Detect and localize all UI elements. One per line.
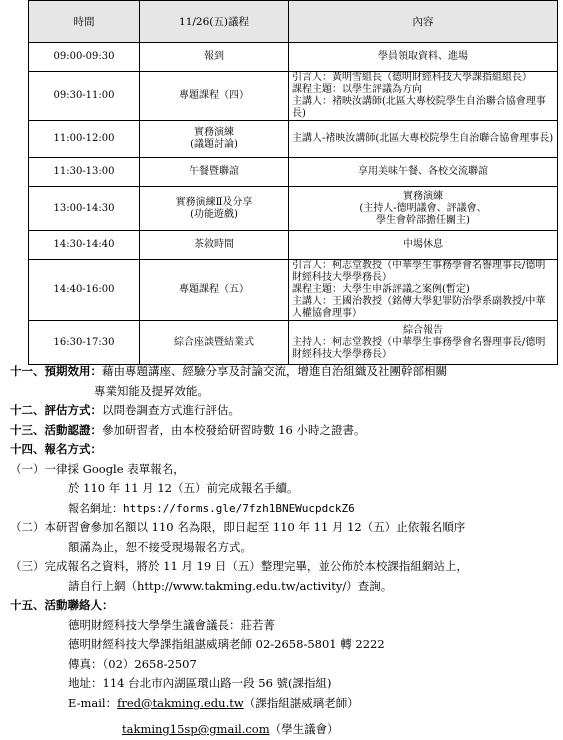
content-line: 引言人：黃明雪組長（德明財經科技大學課指組組長） (292, 72, 532, 83)
content-line: 課程主題：以學生評議為方向 (292, 84, 422, 95)
table-row (29, 121, 558, 158)
content-line: 主持人：柯志堂教授（中華學生事務學會名譽理事長/德明財經科技大學學務長） (292, 336, 546, 360)
cell-time: 13:00-14:30 (29, 187, 140, 231)
section-11-title: 十一、預期效用： (10, 364, 102, 378)
contact-chair: 德明財經科技大學學生議會議長：莊若菁 (68, 617, 275, 632)
content-line: 主講人-褚映汝講師(北區大專校院學生自治聯合協會理事長) (292, 133, 554, 144)
cell-content (289, 121, 558, 158)
section-12 (10, 401, 558, 421)
cell-content (289, 158, 558, 187)
cell-time: 09:00-09:30 (29, 43, 140, 72)
header-agenda: 11/26(五)議程 (140, 1, 289, 43)
cell-content (289, 187, 558, 231)
table-row (29, 260, 558, 321)
cell-content (289, 43, 558, 72)
cell-time: 11:30-13:00 (29, 158, 140, 187)
cell-agenda: 實務演練Ⅱ及分享 (功能遊戲) (140, 187, 289, 231)
email-note-council: （學生議會） (269, 722, 339, 736)
section-12-text: 以問卷調查方式進行評估。 (102, 403, 240, 417)
cell-content (289, 321, 558, 365)
content-line: 學員領取資料、進場 (378, 51, 468, 62)
cell-time: 14:30-14:40 (29, 231, 140, 260)
section-14-item-1: （一）一律採 Google 表單報名， (10, 461, 185, 476)
section-14-item-2b: 額滿為止，恕不接受現場報名方式。 (68, 539, 252, 554)
content-line: 享用美味午餐、各校交流聯誼 (358, 166, 488, 177)
section-11-text-cont: 專業知能及提昇效能。 (94, 383, 209, 398)
cell-agenda: 綜合座談暨結業式 (140, 321, 289, 365)
section-14-item-2: （二）本研習會參加名額以 110 名為限，即日起至 110 年 11 月 12（五）止依報名順序 (10, 520, 466, 534)
header-content: 內容 (289, 1, 558, 43)
table-row (29, 158, 558, 187)
section-14-item-1b: 於 110 年 11 月 12（五）前完成報名手續。 (68, 481, 299, 495)
cell-agenda: 實務演練 (議題討論) (140, 121, 289, 158)
table-row (29, 187, 558, 231)
content-line: 學生會幹部擔任關主) (376, 214, 470, 226)
table-row (29, 321, 558, 365)
cell-content (289, 260, 558, 321)
section-13 (10, 421, 558, 441)
schedule-table (28, 0, 558, 365)
cell-agenda: 專題課程（四） (140, 72, 289, 121)
content-line: 主講人：王國治教授（銘傳大學犯罪防治學系副教授/中華人權協會理事） (292, 296, 546, 319)
content-line: 中場休息 (403, 239, 443, 250)
section-12-title: 十二、評估方式： (10, 403, 102, 417)
cell-content (289, 231, 558, 260)
section-13-title: 十三、活動認證： (10, 422, 102, 437)
content-line: 實務演練 (403, 190, 443, 202)
contact-address: 地址：114 台北市內湖區環山路一段 56 號(課指組) (68, 676, 332, 690)
email-link-fred[interactable]: fred@takming.edu.tw (117, 695, 244, 710)
cell-time: 14:40-16:00 (29, 260, 140, 321)
section-14-title: 十四、報名方式： (10, 442, 102, 456)
section-11 (10, 362, 558, 382)
email-link-council[interactable]: takming15sp@gmail.com (122, 722, 270, 736)
content-line: 課程主題：大學生申訴評議之案例(暫定) (292, 284, 470, 295)
cell-content (289, 72, 558, 121)
content-line: (主持人-德明議會、評議會、 (359, 202, 487, 214)
email-note-fred: （課指組諶威璃老師） (243, 695, 359, 710)
cell-time: 11:00-12:00 (29, 121, 140, 158)
cell-agenda: 專題課程（五） (140, 260, 289, 321)
table-header-row (29, 1, 558, 43)
content-line: 引言人：柯志堂教授（中華學生事務學會名譽理事長/德明財經科技大學學務長） (292, 260, 546, 283)
cell-agenda: 報到 (140, 43, 289, 72)
cell-agenda: 茶敘時間 (140, 231, 289, 260)
cell-agenda: 午餐暨聯誼 (140, 158, 289, 187)
email-label: E-mail： (68, 695, 118, 710)
cell-time: 16:30-17:30 (29, 321, 140, 365)
contact-email-row (10, 694, 558, 714)
document-sections (10, 362, 558, 740)
content-line: 綜合報告 (403, 324, 443, 336)
contact-email-row-2 (10, 720, 558, 740)
section-14-item-3b: 請自行上網（http://www.takming.edu.tw/activity/）查詢。 (68, 578, 393, 593)
table-row (29, 231, 558, 260)
cell-time: 09:30-11:00 (29, 72, 140, 121)
section-15-title: 十五、活動聯絡人： (10, 598, 114, 612)
table-row (29, 72, 558, 121)
section-14-url[interactable]: 報名網址：https://forms.gle/7fzh1BNEWucpdckZ6 (68, 501, 355, 515)
contact-fax: 傳真：（02）2658-2507 (68, 656, 197, 671)
section-14-item-3: （三）完成報名之資料，將於 11 月 19 日（五）整理完畢，並公佈於本校課指組網站上， (10, 559, 468, 573)
section-13-text: 參加研習者，由本校發給研習時數 16 小時之證書。 (102, 422, 366, 437)
contact-teacher: 德明財經科技大學課指組諶威璃老師 02-2658-5801 轉 2222 (68, 637, 385, 651)
section-11-text: 藉由專題講座、經驗分享及討論交流，增進自治組織及社團幹部相關 (102, 364, 447, 378)
header-time: 時間 (29, 1, 140, 43)
content-line: 主講人：褚映汝講師(北區大專校院學生自治聯合協會理事長) (292, 96, 546, 119)
table-row (29, 43, 558, 72)
